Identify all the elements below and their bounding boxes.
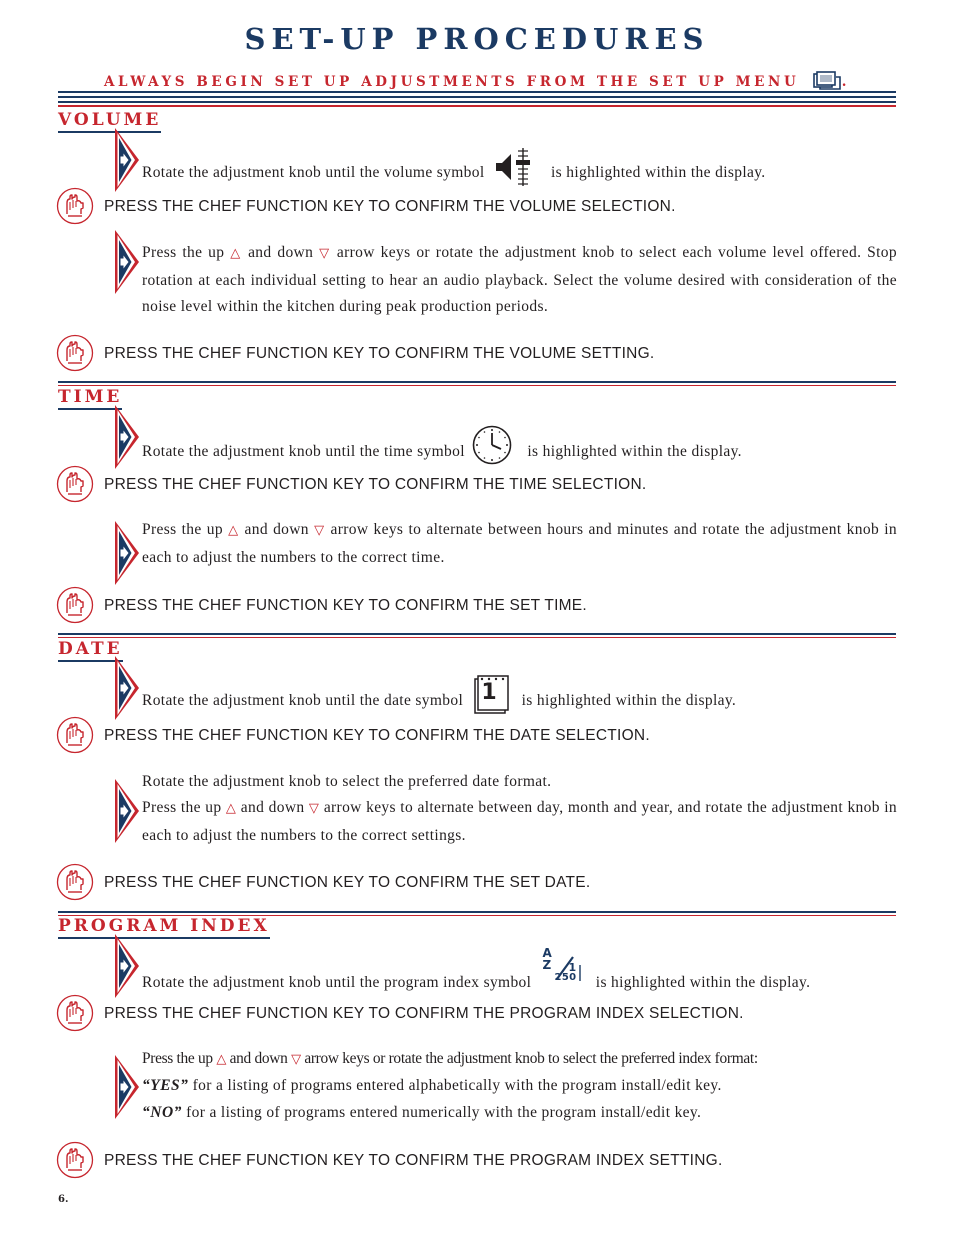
time-confirm-selection: PRESS THE CHEF FUNCTION KEY TO CONFIRM THE TIME SELECTION. (104, 476, 647, 493)
section-rule (58, 381, 896, 386)
text-date-detail: arrow keys to alternate between day, month and year, and rotate the adjustment knob in each to adjust the numbers to the correct settings. (142, 799, 897, 844)
text-and-down: and down (244, 521, 309, 538)
program-index-confirm-setting: PRESS THE CHEF FUNCTION KEY TO CONFIRM THE PROGRAM INDEX SETTING. (104, 1152, 723, 1169)
down-arrow-icon: ▽ (319, 246, 332, 261)
text-no-detail: for a listing of programs entered numerically with the program install/edit key. (181, 1104, 702, 1121)
date-instructions (142, 795, 897, 849)
time-instructions (142, 517, 897, 571)
chef-function-key-icon (56, 187, 94, 225)
step-arrow-icon (113, 520, 141, 586)
text-press-up: Press the up (142, 799, 222, 816)
chef-function-key-icon (56, 1141, 94, 1179)
text-volume-detail: arrow keys or rotate the adjustment knob to select each volume level offered. Stop rotation at each individual setting to hear an audio playback. Select the volume desired with consideration of the noise level within the kitchen during peak production periods. (142, 244, 897, 315)
up-arrow-icon: △ (228, 523, 240, 538)
step-arrow-icon (113, 404, 141, 470)
subtitle-text: ALWAYS BEGIN SET UP ADJUSTMENTS FROM THE SET UP MENU (103, 74, 800, 90)
time-rotate-text: Rotate the adjustment knob until the time symbol (142, 443, 465, 460)
text-yes-detail: for a listing of programs entered alphabetically with the program install/edit key. (188, 1077, 722, 1094)
program-index-no-line (142, 1100, 701, 1126)
text-and-down: and down (229, 1050, 288, 1067)
volume-symbol-icon (493, 147, 537, 187)
index-number-250: 250 (554, 972, 577, 983)
program-index-confirm-selection: PRESS THE CHEF FUNCTION KEY TO CONFIRM THE PROGRAM INDEX SELECTION. (104, 1005, 744, 1022)
text-index-detail: arrow keys or rotate the adjustment knob to select the preferred index format: (304, 1050, 758, 1067)
section-heading-date: DATE (58, 639, 123, 662)
volume-rotate-line (142, 147, 766, 187)
text-press-up: Press the up (142, 244, 225, 261)
section-rule (58, 633, 896, 638)
up-arrow-icon: △ (230, 246, 243, 261)
keyword-yes: “YES” (142, 1077, 189, 1094)
step-arrow-icon (113, 778, 141, 844)
program-index-highlight-text: is highlighted within the display. (595, 974, 811, 991)
calendar-number: 1 (481, 680, 498, 705)
program-index-rotate-text: Rotate the adjustment knob until the program index symbol (142, 974, 532, 991)
chef-function-key-icon (56, 716, 94, 754)
date-format-line: Rotate the adjustment knob to select the preferred date format. (142, 773, 552, 790)
clock-symbol-icon (471, 424, 515, 466)
volume-confirm-setting: PRESS THE CHEF FUNCTION KEY TO CONFIRM THE VOLUME SETTING. (104, 345, 655, 362)
step-arrow-icon (113, 229, 141, 295)
date-confirm-selection: PRESS THE CHEF FUNCTION KEY TO CONFIRM THE DATE SELECTION. (104, 727, 650, 744)
chef-function-key-icon (56, 863, 94, 901)
section-heading-program-index: PROGRAM INDEX (58, 916, 270, 939)
index-letter-a: A (542, 946, 553, 960)
text-and-down: and down (248, 244, 314, 261)
date-rotate-line (142, 675, 736, 717)
page-number: 6. (58, 1194, 69, 1205)
program-index-symbol-icon (540, 946, 584, 997)
time-rotate-line (142, 424, 742, 466)
program-index-yes-line (142, 1073, 722, 1099)
header-rule (58, 91, 896, 107)
index-letter-z: Z (542, 958, 552, 972)
text-press-up: Press the up (142, 521, 223, 538)
text-time-detail: arrow keys to alternate between hours and minutes and rotate the adjustment knob in each to adjust the numbers to the correct time. (142, 521, 897, 566)
volume-instructions (142, 240, 897, 321)
section-heading-time: TIME (58, 387, 122, 410)
chef-function-key-icon (56, 586, 94, 624)
step-arrow-icon (113, 933, 141, 999)
date-confirm-setting: PRESS THE CHEF FUNCTION KEY TO CONFIRM THE SET DATE. (104, 874, 591, 891)
time-highlight-text: is highlighted within the display. (527, 443, 742, 460)
time-confirm-setting: PRESS THE CHEF FUNCTION KEY TO CONFIRM THE SET TIME. (104, 597, 587, 614)
up-arrow-icon: △ (225, 801, 237, 816)
chef-function-key-icon (56, 334, 94, 372)
setup-menu-icon (812, 71, 842, 91)
index-number-1: 1 (568, 961, 577, 974)
section-heading-volume: VOLUME (58, 110, 161, 133)
down-arrow-icon: ▽ (308, 801, 320, 816)
up-arrow-icon: △ (216, 1052, 227, 1067)
step-arrow-icon (113, 1054, 141, 1120)
date-highlight-text: is highlighted within the display. (521, 692, 737, 709)
volume-confirm-selection: PRESS THE CHEF FUNCTION KEY TO CONFIRM THE VOLUME SELECTION. (104, 198, 676, 215)
down-arrow-icon: ▽ (291, 1052, 301, 1067)
step-arrow-icon (113, 127, 141, 193)
date-rotate-text: Rotate the adjustment knob until the date symbol (142, 692, 464, 709)
text-and-down: and down (240, 799, 305, 816)
page-subtitle (0, 71, 954, 91)
volume-rotate-text: Rotate the adjustment knob until the volume symbol (142, 164, 485, 181)
calendar-symbol-icon (471, 675, 509, 717)
down-arrow-icon: ▽ (314, 523, 326, 538)
program-index-instructions (142, 1046, 758, 1073)
subtitle-period: . (841, 74, 850, 90)
chef-function-key-icon (56, 465, 94, 503)
text-press-up: Press the up (142, 1050, 213, 1067)
keyword-no: “NO” (142, 1104, 182, 1121)
page-title: SET-UP PROCEDURES (244, 22, 710, 56)
chef-function-key-icon (56, 994, 94, 1032)
program-index-rotate-line (142, 946, 811, 997)
step-arrow-icon (113, 655, 141, 721)
volume-highlight-text: is highlighted within the display. (551, 164, 766, 181)
